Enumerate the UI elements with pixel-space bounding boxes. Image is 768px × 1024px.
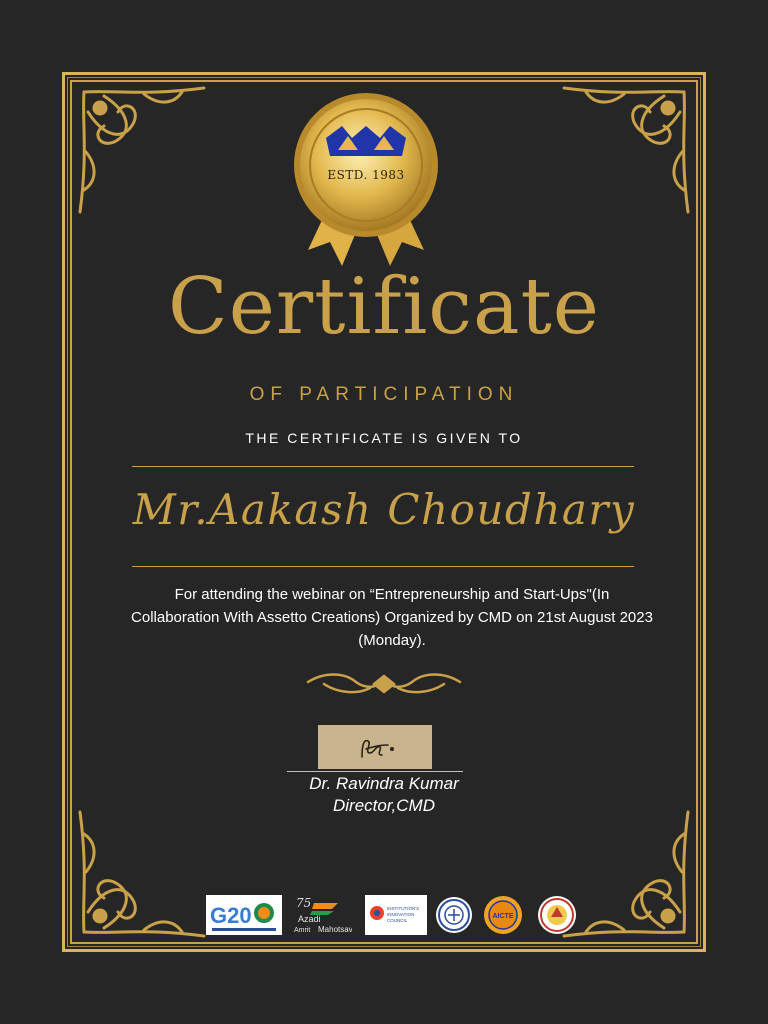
svg-text:Mahotsav: Mahotsav [318,925,352,934]
svg-text:Azadi: Azadi [298,914,321,924]
corner-ornament-top-right [544,82,694,232]
emblem-logo-blue [434,895,474,935]
g20-logo [206,895,282,935]
name-bottom-rule [132,566,634,567]
medal-estd-text: ESTD. 1983 [327,168,405,182]
university-emblem-logo [534,895,580,935]
recipient-name: Mr.Aakash Choudhary [132,485,636,534]
ornamental-divider [304,668,464,702]
aicte-logo [481,895,525,935]
svg-text:G20: G20 [210,903,252,928]
svg-text:COUNCIL: COUNCIL [387,918,408,923]
signature-image [318,725,432,769]
signature-line [287,771,463,772]
corner-ornament-top-left [74,82,224,232]
name-top-rule [132,466,634,467]
svg-text:Amrit: Amrit [294,927,311,934]
certificate-description: For attending the webinar on “Entrepreneurship and Start-Ups"(In Collaboration With Assetto Creations) Organized by CMD on 21st August 2023 (Monday). [131,586,653,649]
certificate-title: Certificate [168,262,600,352]
svg-text:75: 75 [296,896,312,910]
svg-text:INSTITUTION'S: INSTITUTION'S [387,906,420,911]
azadi-ka-amrit-mahotsav-logo [294,895,352,935]
svg-text:INNOVATION: INNOVATION [387,912,415,917]
institutions-innovation-council-logo [365,895,427,935]
signatory-title: Director,CMD [332,796,435,815]
certificate-subtitle: OF PARTICIPATION [249,384,519,405]
medal-seal [286,90,446,270]
svg-text:AICTE: AICTE [492,913,514,920]
given-to-label: THE CERTIFICATE IS GIVEN TO [245,430,523,446]
signatory-name: Dr. Ravindra Kumar [309,774,459,793]
